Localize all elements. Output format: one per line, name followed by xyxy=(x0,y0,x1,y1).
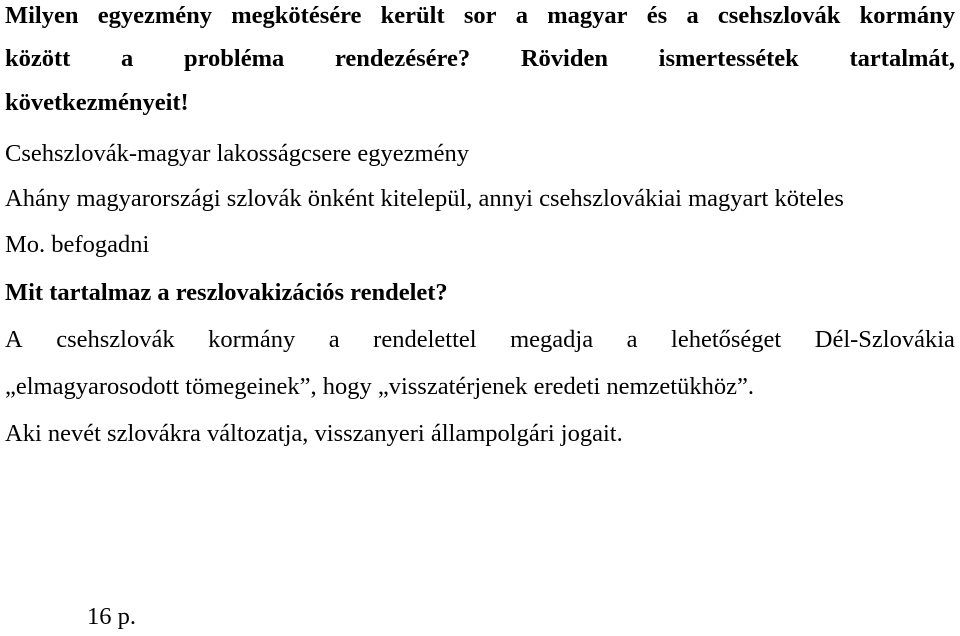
word: csehszlovák xyxy=(56,326,175,353)
word: a xyxy=(686,2,699,29)
word: sor xyxy=(463,2,497,29)
word: között xyxy=(5,45,71,72)
question-1-line-3: következményeit! xyxy=(5,89,189,116)
word: ismertessétek xyxy=(658,45,799,72)
question-2: Mit tartalmaz a reszlovakizációs rendelet? xyxy=(5,279,448,306)
answer-2-line-1 xyxy=(5,325,955,355)
word: rendelettel xyxy=(373,326,477,353)
answer-1-title: Csehszlovák-magyar lakosságcsere egyezmény xyxy=(5,140,469,167)
answer-1-line-3: Mo. befogadni xyxy=(5,231,150,258)
question-1-line-2 xyxy=(5,44,955,74)
answer-2-line-2: „elmagyarosodott tömegeinek”, hogy „visszatérjenek eredeti nemzetükhöz”. xyxy=(5,373,754,400)
word: lehetőséget xyxy=(671,326,782,353)
page-number: 16 p. xyxy=(87,603,136,630)
word: és xyxy=(646,2,668,29)
word: Milyen xyxy=(5,2,79,29)
document-page xyxy=(5,0,957,636)
question-1-line-1 xyxy=(5,1,955,31)
word: a xyxy=(626,326,638,353)
word: kormány xyxy=(208,326,296,353)
word: megkötésére xyxy=(231,2,362,29)
word: került xyxy=(380,2,445,29)
word: Dél-Szlovákia xyxy=(814,326,955,353)
word: a xyxy=(121,45,134,72)
word: egyezmény xyxy=(97,2,213,29)
word: rendezésére? xyxy=(334,45,471,72)
answer-2-line-3: Aki nevét szlovákra változatja, visszanyeri állampolgári jogait. xyxy=(5,420,623,447)
word: a xyxy=(515,2,529,29)
word: megadja xyxy=(510,326,594,353)
word: probléma xyxy=(183,45,285,72)
word: magyar xyxy=(547,2,628,29)
word: Röviden xyxy=(520,45,608,72)
word: tartalmát, xyxy=(849,45,955,72)
word: A xyxy=(5,326,23,353)
word: csehszlovák xyxy=(717,2,841,29)
word: a xyxy=(328,326,340,353)
word: kormány xyxy=(859,2,955,29)
answer-1-line-2: Ahány magyarországi szlovák önként kitelepül, annyi csehszlovákiai magyart köteles xyxy=(5,185,844,212)
